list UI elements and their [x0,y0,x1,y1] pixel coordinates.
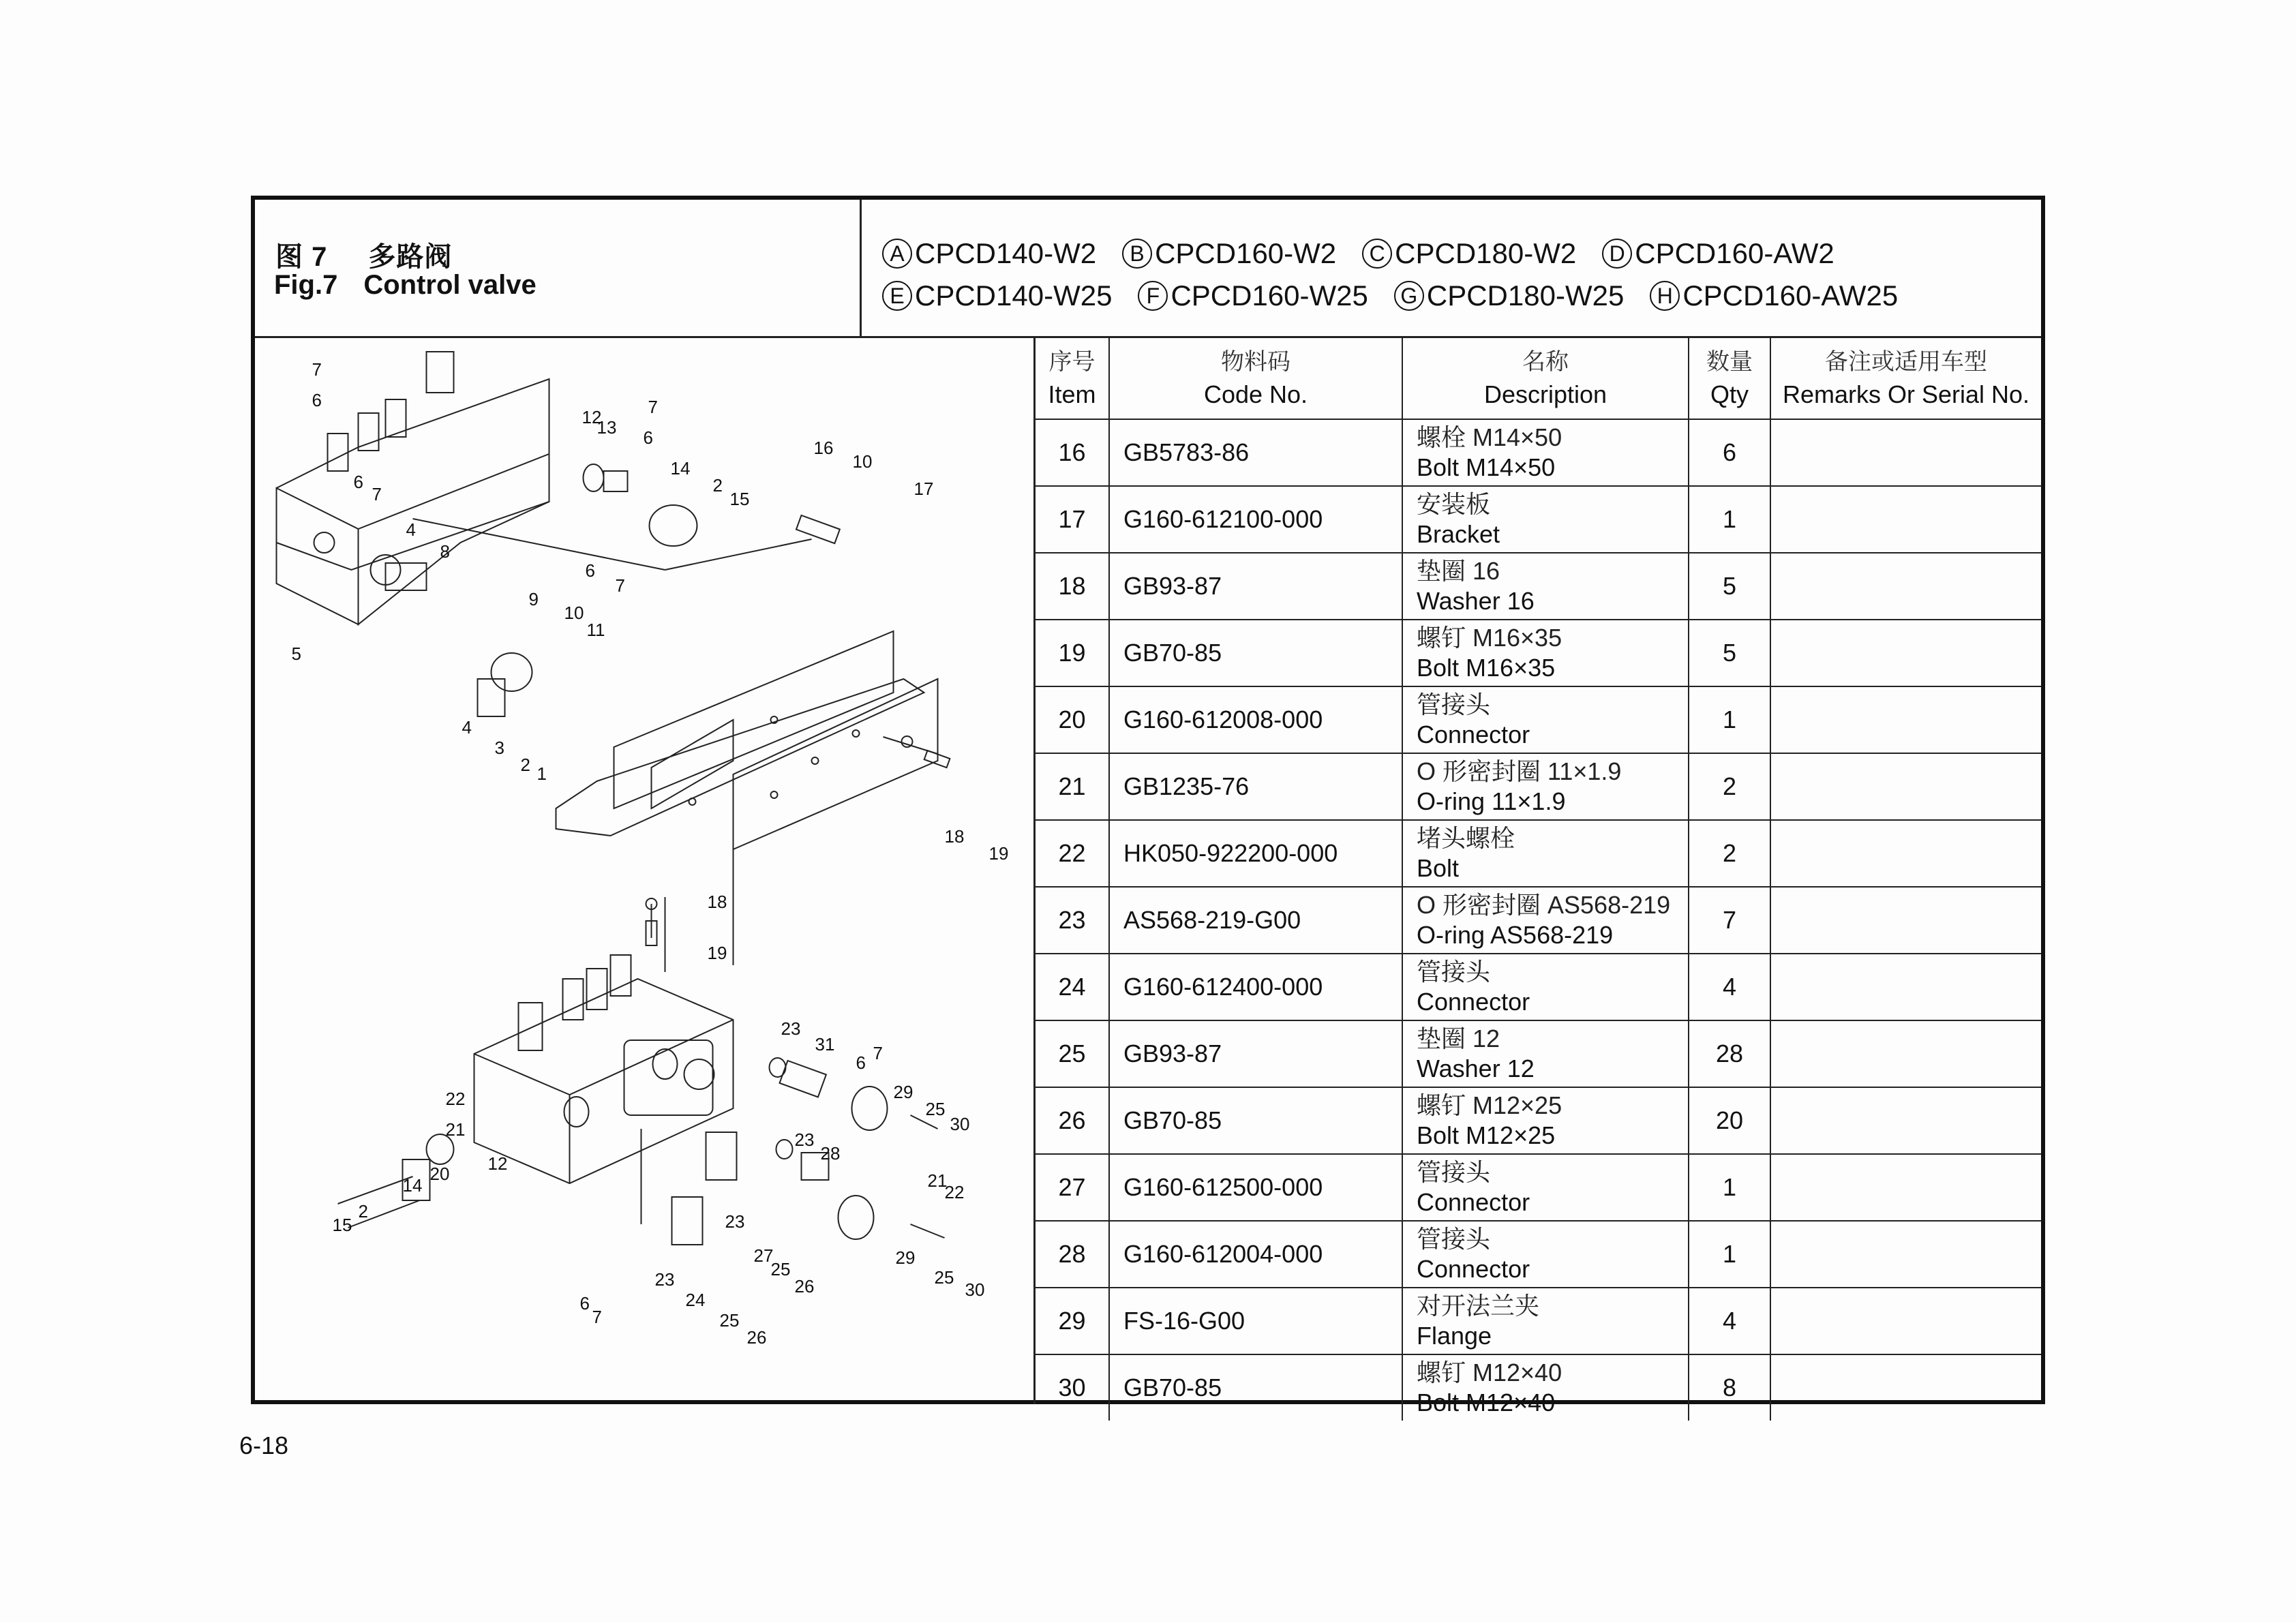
model-item: H CPCD160-AW25 [1650,275,1898,317]
svg-text:25: 25 [934,1267,954,1288]
model-item: D CPCD160-AW2 [1602,232,1834,275]
table-header-row [1036,338,2041,419]
svg-text:18: 18 [707,892,727,912]
model-item: F CPCD160-W25 [1138,275,1368,317]
svg-text:17: 17 [913,479,934,499]
svg-text:7: 7 [592,1307,602,1327]
table-row: 28 G160-612004-000 管接头 Connector 1 [1036,1221,2041,1288]
circled-letter-icon: G [1394,281,1424,311]
table-row: 19 GB70-85 螺钉 M16×35 Bolt M16×35 5 [1036,620,2041,686]
parts-table-container [1036,338,2041,1416]
svg-text:2: 2 [358,1201,368,1222]
svg-text:8: 8 [440,541,450,562]
svg-text:15: 15 [729,489,750,509]
circled-letter-icon: C [1362,239,1392,269]
svg-text:25: 25 [770,1259,791,1279]
svg-text:30: 30 [965,1279,985,1300]
model-list [882,232,1924,317]
svg-text:20: 20 [429,1164,450,1184]
svg-text:12: 12 [581,407,602,427]
svg-text:10: 10 [852,451,873,472]
svg-text:29: 29 [893,1082,913,1102]
svg-text:6: 6 [312,390,322,410]
svg-text:6: 6 [353,472,363,492]
svg-text:6: 6 [856,1052,866,1073]
table-row: 17 G160-612100-000 安装板 Bracket 1 [1036,486,2041,553]
svg-text:22: 22 [445,1089,466,1109]
sheet-header [255,200,2041,338]
table-row: 26 GB70-85 螺钉 M12×25 Bolt M12×25 20 [1036,1087,2041,1154]
svg-text:6: 6 [585,560,595,581]
svg-text:11: 11 [586,620,605,640]
circled-letter-icon: B [1122,239,1152,269]
figure-title-cn: 图 7 多路阀 [275,242,453,272]
model-item: C CPCD180-W2 [1362,232,1576,275]
model-item: A CPCD140-W2 [882,232,1096,275]
bracket-bolts-drawing [646,736,950,945]
table-row: 22 HK050-922200-000 堵头螺栓 Bolt 2 [1036,820,2041,887]
svg-text:26: 26 [794,1276,815,1296]
parts-table [1036,338,2041,1421]
column-header-description: 名称 Description [1402,338,1689,419]
svg-text:31: 31 [815,1034,835,1055]
svg-text:7: 7 [873,1043,883,1063]
lower-callout-labels [333,1018,985,1348]
svg-text:25: 25 [925,1099,946,1119]
circled-letter-icon: D [1602,239,1632,269]
figure-title-block [255,200,862,336]
svg-text:12: 12 [487,1153,508,1174]
svg-text:9: 9 [528,589,539,609]
model-row [882,232,1924,275]
svg-text:28: 28 [820,1143,841,1164]
svg-text:25: 25 [719,1310,740,1331]
svg-text:16: 16 [813,438,834,458]
column-header-remarks: 备注或适用车型 Remarks Or Serial No. [1770,338,2041,419]
column-header-qty: 数量 Qty [1689,338,1770,419]
svg-text:23: 23 [654,1269,675,1290]
svg-text:7: 7 [648,397,658,417]
svg-text:22: 22 [944,1182,965,1202]
svg-text:23: 23 [794,1129,815,1150]
svg-text:2: 2 [712,475,723,496]
model-item: B CPCD160-W2 [1122,232,1336,275]
column-header-code: 物料码 Code No. [1109,338,1402,419]
table-row: 25 GB93-87 垫圈 12 Washer 12 28 [1036,1020,2041,1087]
svg-text:29: 29 [895,1247,916,1268]
svg-text:23: 23 [781,1018,801,1039]
lower-valve-block-drawing [474,955,734,1183]
table-row: 29 FS-16-G00 对开法兰夹 Flange 4 [1036,1288,2041,1354]
svg-text:4: 4 [406,519,416,540]
table-row: 21 GB1235-76 O 形密封圈 11×1.9 O-ring 11×1.9 2 [1036,753,2041,820]
table-row: 16 GB5783-86 螺栓 M14×50 Bolt M14×50 6 [1036,419,2041,486]
bracket-drawing [556,631,938,972]
model-item: G CPCD180-W25 [1394,275,1624,317]
parts-sheet-frame [251,196,2045,1416]
table-row: 18 GB93-87 垫圈 16 Washer 16 5 [1036,553,2041,620]
svg-text:5: 5 [291,643,301,664]
svg-text:6: 6 [643,427,653,448]
svg-text:23: 23 [725,1211,745,1232]
svg-text:24: 24 [685,1290,706,1310]
svg-text:13: 13 [596,417,617,438]
figure-title-en: Fig.7 Control valve [274,270,537,300]
circled-letter-icon: F [1138,281,1168,311]
column-header-item: 序号 Item [1036,338,1109,419]
svg-text:14: 14 [402,1175,423,1196]
svg-text:4: 4 [462,717,472,738]
svg-text:7: 7 [615,575,625,596]
svg-text:2: 2 [520,755,530,775]
svg-text:10: 10 [564,603,584,623]
model-row [882,275,1924,317]
svg-text:18: 18 [944,826,965,847]
svg-text:15: 15 [332,1215,352,1235]
svg-text:7: 7 [312,359,322,380]
svg-text:26: 26 [746,1327,767,1348]
svg-text:14: 14 [670,458,691,479]
model-item: E CPCD140-W25 [882,275,1112,317]
svg-text:1: 1 [537,763,547,784]
table-row: 30 GB70-85 螺钉 M12×40 Bolt M12×40 8 [1036,1354,2041,1421]
svg-text:19: 19 [707,943,727,963]
svg-text:21: 21 [445,1119,466,1140]
table-row: 23 AS568-219-G00 O 形密封圈 AS568-219 O-ring AS568-219 7 [1036,887,2041,954]
lower-fittings-drawing [338,1058,945,1245]
circled-letter-icon: H [1650,281,1680,311]
svg-text:30: 30 [950,1114,970,1134]
svg-text:27: 27 [753,1245,774,1266]
svg-text:21: 21 [927,1170,948,1191]
upper-callout-labels [292,359,1009,963]
svg-text:6: 6 [579,1293,590,1314]
table-row: 20 G160-612008-000 管接头 Connector 1 [1036,686,2041,753]
table-row: 27 G160-612500-000 管接头 Connector 1 [1036,1154,2041,1221]
circled-letter-icon: A [882,239,912,269]
exploded-view-diagram [255,338,1036,1404]
svg-text:3: 3 [494,738,504,758]
upper-fittings-drawing [413,464,840,716]
page-number: 6-18 [239,1431,289,1459]
svg-text:7: 7 [372,484,382,504]
circled-letter-icon: E [882,281,912,311]
svg-text:19: 19 [988,843,1009,864]
table-row: 24 G160-612400-000 管接头 Connector 4 [1036,954,2041,1020]
